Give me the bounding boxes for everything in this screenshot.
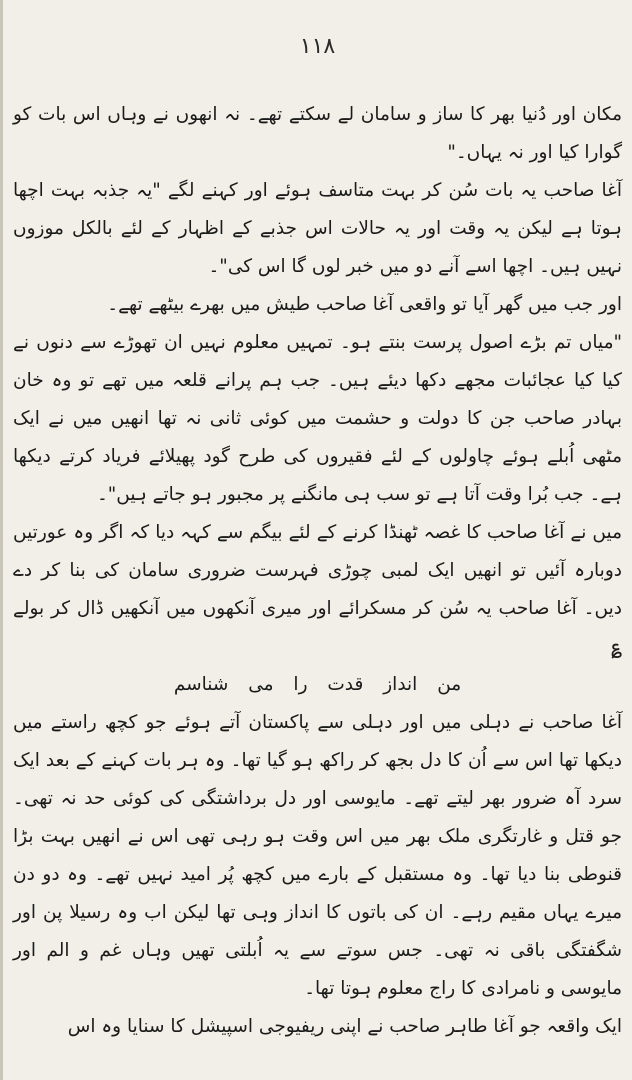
paragraph: اور جب میں گھر آیا تو واقعی آغا صاحب طیش میں بھرے بیٹھے تھے۔ [107,294,622,315]
paragraph: آغا صاحب یہ بات سُن کر بہت متاسف ہوئے اور کہنے لگے "یہ جذبہ بہت اچھا ہوتا ہے لیکن یہ وقت اور یہ حالات اس جذبے کے اظہار کے لئے بالکل موزوں نہیں ہیں۔ اچھا اسے آنے دو میں خبر لوں گا اس کی"۔ [13,180,622,277]
page-number: ۱۱۸ [299,34,336,59]
persian-verse: من انداز قدت را می شناسم [173,674,462,695]
paragraph: "میاں تم بڑے اصول پرست بنتے ہو۔ تمہیں معلوم نہیں ان تھوڑے سے دنوں نے کیا کیا عجائبات مجھے دکھا دیئے ہیں۔ جب ہم پرانے قلعہ میں تھے تو وہ خان بہادر صاحب جن کا دولت و حشمت میں کوئی ثانی نہ تھا انھیں میں نے ایک مٹھی اُبلے ہوئے چاولوں کے لئے فقیروں کی طرح گود پھیلائے فریاد کرتے دیکھا ہے۔ جب بُرا وقت آتا ہے تو سب ہی مانگنے پر مجبور ہو جاتے ہیں"۔ [13,332,622,505]
page-body [13,96,622,1046]
paragraph: میں نے آغا صاحب کا غصہ ٹھنڈا کرنے کے لئے بیگم سے کہہ دیا کہ اگر وہ عورتیں دوبارہ آئیں تو انھیں ایک لمبی چوڑی فہرست ضروری سامان کی بنا کر دے دیں۔ آغا صاحب یہ سُن کر مسکرائے اور میری آنکھوں میں آنکھیں ڈال کر بولے ؏ [13,522,622,657]
paragraph: مکان اور دُنیا بھر کا ساز و سامان لے سکتے تھے۔ نہ انھوں نے وہاں اس بات کو گوارا کیا اور نہ یہاں۔" [13,104,622,163]
paragraph: آغا صاحب نے دہلی میں اور دہلی سے پاکستان آتے ہوئے جو کچھ راستے میں دیکھا تھا اس سے اُن کا دل بجھ کر راکھ ہو گیا تھا۔ وہ ہر بات کہنے کے بعد ایک سرد آہ ضرور بھر لیتے تھے۔ مایوسی اور دل برداشتگی کی کوئی حد نہ تھی۔ جو قتل و غارتگری ملک بھر میں اس وقت ہو رہی تھی اس نے انھیں بہت بڑا قنوطی بنا دیا تھا۔ وہ مستقبل کے بارے میں کچھ پُر امید نہیں تھے۔ وہ دو دن میرے یہاں مقیم رہے۔ ان کی باتوں کا انداز وہی تھا لیکن اب وہ رسیلا پن اور شگفتگی باقی نہ تھی۔ جس سوتے سے یہ اُبلتی تھیں وہاں غم و الم اور مایوسی و نامرادی کا راج معلوم ہوتا تھا۔ [13,712,622,999]
paragraph: ایک واقعہ جو آغا طاہر صاحب نے اپنی ریفیوجی اسپیشل کا سنایا وہ اس [67,1016,622,1037]
